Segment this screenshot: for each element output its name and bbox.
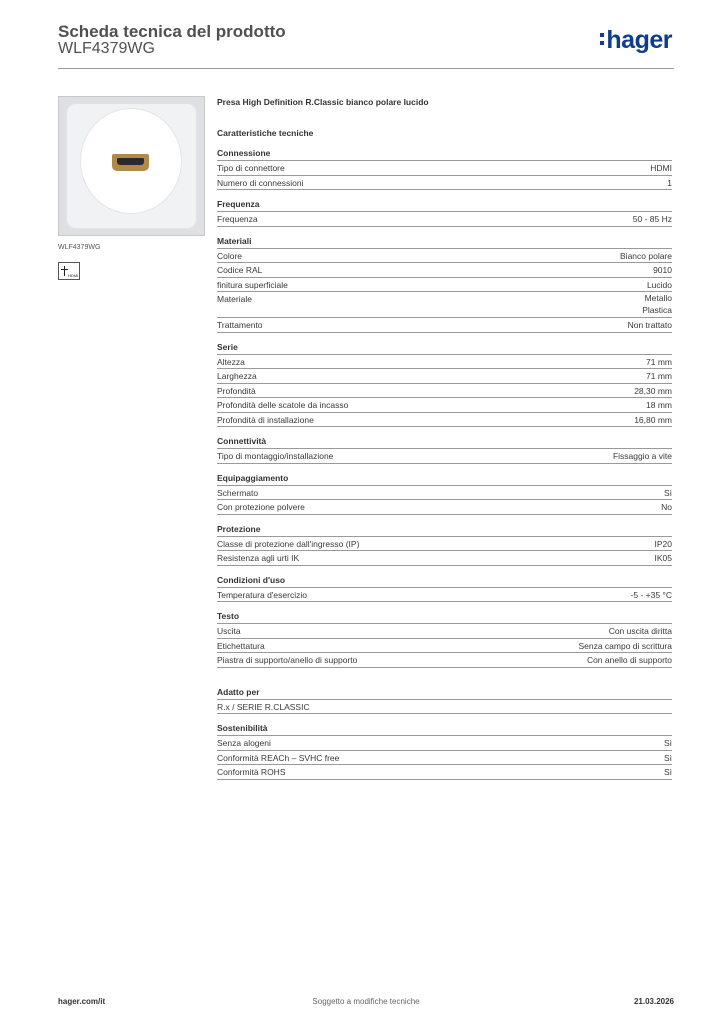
- spec-row: [217, 384, 672, 399]
- hdmi-port-icon: [112, 154, 149, 171]
- spec-value: 18 mm: [646, 400, 672, 410]
- spec-label: Resistenza agli urti IK: [217, 553, 300, 563]
- spec-value: 71 mm: [646, 371, 672, 381]
- spec-value: Sì: [663, 767, 672, 777]
- spec-label: Profondità: [217, 385, 256, 396]
- section-title: Condizioni d'uso: [217, 566, 672, 588]
- spec-value: Con anello di supporto: [586, 655, 672, 665]
- section-title: Testo: [217, 602, 672, 624]
- spec-label: Codice RAL: [217, 265, 263, 275]
- spec-label: Numero di connessioni: [217, 177, 304, 188]
- spec-value: Sì: [663, 487, 672, 498]
- spec-row: [217, 653, 672, 668]
- section-title: Equipaggiamento: [217, 464, 672, 486]
- spec-row: [217, 736, 672, 751]
- product-title: Presa High Definition R.Classic bianco polare lucido: [217, 97, 429, 107]
- spec-label: Profondità di installazione: [217, 414, 314, 425]
- hdmi-symbol-icon: [58, 262, 80, 280]
- spec-label: Temperatura d'esercizio: [217, 589, 307, 600]
- footer-website[interactable]: hager.com/it: [58, 997, 106, 1006]
- spec-value: Non trattato: [627, 320, 672, 330]
- footer-notice: Soggetto a modifiche tecniche: [312, 997, 420, 1006]
- spec-row: [217, 355, 672, 370]
- spec-label: Tipo di connettore: [217, 163, 285, 173]
- section-title: Connessione: [217, 139, 672, 161]
- spec-value-line: Metallo: [644, 293, 672, 303]
- spec-label: Senza alogeni: [217, 738, 271, 748]
- spec-row: [217, 537, 672, 552]
- section-title: Serie: [217, 333, 672, 355]
- spec-row: [217, 398, 672, 413]
- spec-row: [217, 176, 672, 191]
- spec-value: 9010: [653, 265, 672, 275]
- spec-value: 50 - 85 Hz: [632, 214, 672, 224]
- page-header: [58, 20, 674, 69]
- spec-value: Con uscita diritta: [608, 626, 672, 636]
- icon-stem: [64, 266, 65, 276]
- icon-bar: [61, 269, 68, 270]
- spec-value: [642, 292, 672, 317]
- spec-row: [217, 700, 672, 715]
- spec-value: 28,30 mm: [634, 385, 672, 396]
- spec-value: Sì: [663, 738, 672, 748]
- spec-value: -5 - +35 °C: [630, 589, 672, 600]
- spec-label: Tipo di montaggio/installazione: [217, 451, 334, 461]
- spec-row: [217, 624, 672, 639]
- spec-label: finitura superficiale: [217, 279, 288, 290]
- section-title: Protezione: [217, 515, 672, 537]
- spec-label: Etichettatura: [217, 640, 265, 651]
- spec-value: Lucido: [646, 279, 672, 290]
- spec-value: HDMI: [650, 163, 672, 173]
- hager-logo: [600, 26, 672, 55]
- section-title: Frequenza: [217, 190, 672, 212]
- icon-label: HDMI: [68, 273, 79, 278]
- spec-row: [217, 249, 672, 264]
- spec-row: [217, 318, 672, 333]
- spec-sections: [217, 139, 672, 668]
- spec-label: Profondità delle scatole da incasso: [217, 400, 349, 410]
- logo-dots-icon: [600, 32, 604, 46]
- spec-label: Con protezione polvere: [217, 502, 305, 512]
- logo-text: hager: [606, 26, 672, 54]
- spec-value: 71 mm: [646, 356, 672, 367]
- sustainability-rows: [217, 736, 672, 780]
- spec-label: Colore: [217, 250, 243, 261]
- section-title: Connettività: [217, 427, 672, 449]
- section-title: Adatto per: [217, 678, 672, 700]
- spec-row: [217, 292, 672, 318]
- spec-value: 16,80 mm: [634, 414, 672, 425]
- image-caption: WLF4379WG: [58, 244, 101, 251]
- spec-label: Altezza: [217, 356, 245, 367]
- spec-label: Conformità REACh – SVHC free: [217, 752, 340, 763]
- spec-row: [217, 263, 672, 278]
- spec-value: IP20: [654, 538, 672, 549]
- spec-value: 1: [667, 177, 672, 188]
- spec-label: Classe di protezione dall'ingresso (IP): [217, 538, 360, 549]
- section-title: Sostenibilità: [217, 714, 672, 736]
- spec-label: Larghezza: [217, 371, 257, 381]
- spec-row: [217, 751, 672, 766]
- spec-row: [217, 639, 672, 654]
- spec-value: Bianco polare: [620, 250, 672, 261]
- spec-row: [217, 161, 672, 176]
- spec-row: [217, 500, 672, 515]
- spec-label: Conformità ROHS: [217, 767, 286, 777]
- spec-label: Uscita: [217, 626, 241, 636]
- spec-value: Senza campo di scrittura: [578, 640, 672, 651]
- product-image: [58, 96, 205, 236]
- spec-label: Frequenza: [217, 214, 258, 224]
- spec-row: [217, 278, 672, 293]
- spec-value: Sì: [663, 752, 672, 763]
- spec-column: [217, 96, 672, 780]
- spec-row: [217, 413, 672, 428]
- spec-value-line: Plastica: [642, 304, 672, 315]
- spec-label: Schermato: [217, 487, 259, 498]
- spec-label: Trattamento: [217, 320, 263, 330]
- spec-row: [217, 486, 672, 501]
- spec-label: R.x / SERIE R.CLASSIC: [217, 701, 310, 712]
- spec-value: IK05: [654, 553, 672, 563]
- spec-row: [217, 588, 672, 603]
- socket-disc: [81, 109, 181, 213]
- spec-row: [217, 369, 672, 384]
- spec-value: Fissaggio a vite: [612, 451, 672, 461]
- spec-label: Piastra di supporto/anello di supporto: [217, 655, 358, 665]
- footer-date: 21.03.2026: [633, 997, 674, 1006]
- spec-row: [217, 449, 672, 464]
- tech-heading: Caratteristiche tecniche: [217, 128, 314, 138]
- product-code: WLF4379WG: [58, 40, 155, 57]
- spec-row: [217, 212, 672, 227]
- spec-row: [217, 551, 672, 566]
- spec-row: [217, 765, 672, 780]
- section-title: Materiali: [217, 227, 672, 249]
- spec-label: Materiale: [217, 294, 252, 304]
- page-title: Scheda tecnica del prodotto: [58, 22, 286, 41]
- spec-value: No: [661, 502, 672, 512]
